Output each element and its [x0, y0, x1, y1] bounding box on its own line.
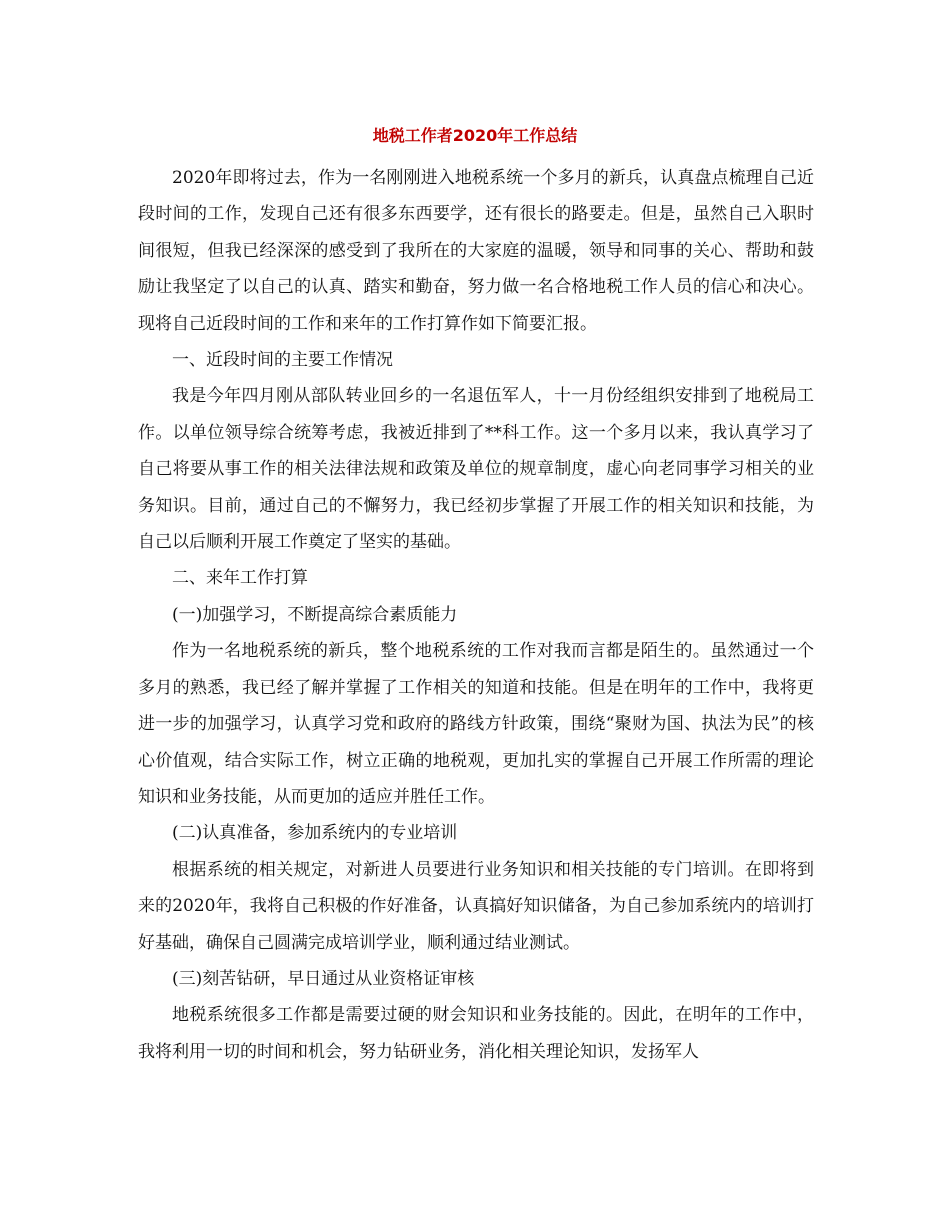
document-title: 地税工作者2020年工作总结: [372, 126, 578, 145]
subheading-1: (一)加强学习，不断提高综合素质能力: [172, 604, 458, 625]
paragraph-recent-work: 我是今年四月刚从部队转业回乡的一名退伍军人，十一月份经组织安排到了地税局工作。以单位领导综合统筹考虑，我被近排到了**科工作。这一个多月以来，我认真学习了自己将要从事工作的相关法律法规和政策及单位的规章制度，虚心向老同事学习相关的业务知识。目前，通过自己的不懈努力，我已经初步掌握了开展工作的相关知识和技能，为自己以后顺利开展工作奠定了坚实的基础。: [138, 386, 814, 553]
paragraph-certification: 地税系统很多工作都是需要过硬的财会知识和业务技能的。因此，在明年的工作中，我将利用一切的时间和机会，努力钻研业务，消化相关理论知识，发扬军人: [138, 1005, 814, 1062]
subheading-3: (三)刻苦钻研，早日通过从业资格证审核: [172, 968, 475, 989]
document-body: [138, 160, 814, 1070]
paragraph-training: 根据系统的相关规定，对新进人员要进行业务知识和相关技能的专门培训。在即将到来的2020年，我将自己积极的作好准备，认真搞好知识储备，为自己参加系统内的培训打好基础，确保自己圆满完成培训学业，顺利通过结业测试。: [138, 859, 814, 953]
paragraph-intro: 2020年即将过去，作为一名刚刚进入地税系统一个多月的新兵，认真盘点梳理自己近段时间的工作，发现自己还有很多东西要学，还有很长的路要走。但是，虽然自己入职时间很短，但我已经深深的感受到了我所在的大家庭的温暖，领导和同事的关心、帮助和鼓励让我坚定了以自己的认真、踏实和勤奋，努力做一名合格地税工作人员的信心和决心。现将自己近段时间的工作和来年的工作打算作如下简要汇报。: [138, 168, 814, 334]
section-heading-1: 一、近段时间的主要工作情况: [172, 350, 393, 371]
subheading-2: (二)认真准备，参加系统内的专业培训: [172, 823, 458, 844]
paragraph-study: 作为一名地税系统的新兵，整个地税系统的工作对我而言都是陌生的。虽然通过一个多月的熟悉，我已经了解并掌握了工作相关的知道和技能。但是在明年的工作中，我将更进一步的加强学习，认真学习党和政府的路线方针政策，围绕“聚财为国、执法为民”的核心价值观，结合实际工作，树立正确的地税观，更加扎实的掌握自己开展工作所需的理论知识和业务技能，从而更加的适应并胜任工作。: [138, 641, 814, 807]
section-heading-2: 二、来年工作打算: [172, 568, 308, 589]
